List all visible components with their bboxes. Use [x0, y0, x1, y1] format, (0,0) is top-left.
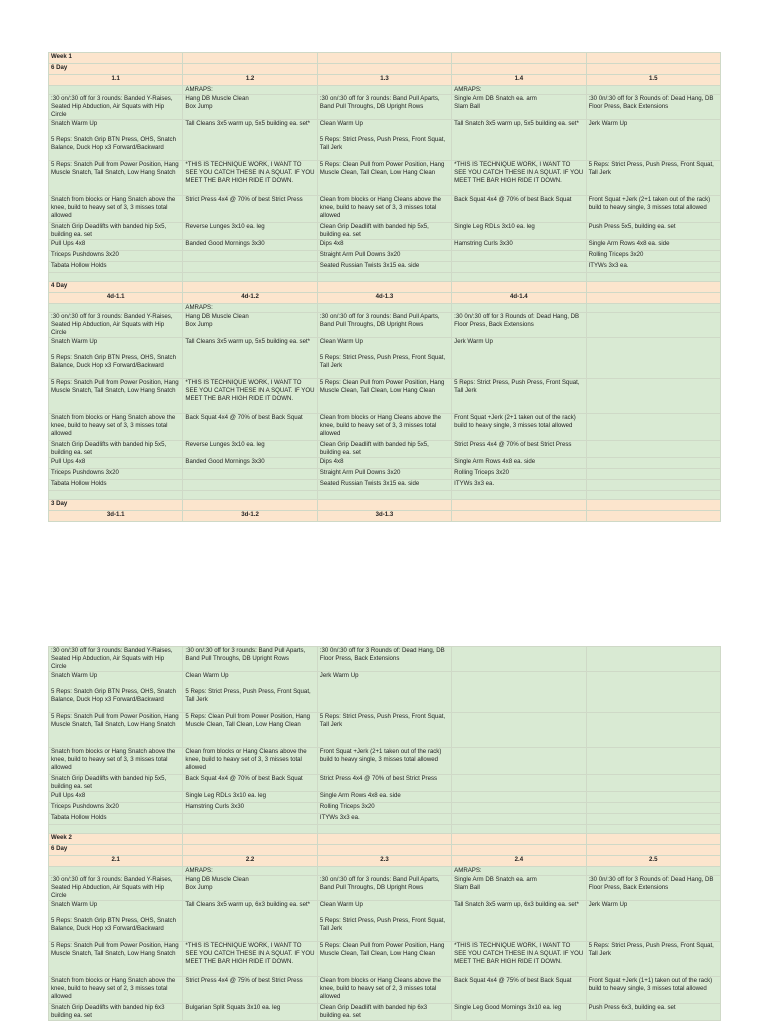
days-label: 6 Day [49, 845, 183, 856]
exercise-cell: :30 0n/:30 off for 3 Rounds of: Dead Hang, DB Floor Press, Back Extensions [586, 875, 720, 900]
exercise-cell: Back Squat 4x4 @ 70% of best Back Squat [183, 413, 317, 440]
day-header: 1.3 [317, 75, 451, 86]
exercise-cell: Triceps Pushdowns 3x20 [49, 468, 183, 479]
exercise-cell: Clean Warm Up 5 Reps: Strict Press, Push Press, Front Squat, Tall Jerk [317, 119, 451, 160]
week1-sheet [48, 52, 720, 522]
exercise-cell: Snatch Warm Up 5 Reps: Snatch Grip BTN Press, OHS, Snatch Balance, Duck Hop x3 Forward/Backward [49, 900, 183, 941]
exercise-cell: Clean from blocks or Hang Cleans above the knee, build to heavy set of 3, 3 misses total allowed [183, 748, 317, 775]
exercise-cell: Strict Press 4x4 @ 70% of best Strict Press [452, 440, 586, 457]
empty-cell [586, 281, 720, 292]
exercise-cell [586, 457, 720, 468]
exercise-cell [183, 479, 317, 490]
exercise-cell: :30 on/:30 off for 3 rounds: Band Pull Aparts, Band Pull Throughs, DB Upright Rows [317, 875, 451, 900]
exercise-cell: Single Leg RDLs 3x10 ea. leg [452, 222, 586, 239]
exercise-cell: Tabata Hollow Holds [49, 814, 183, 825]
exercise-cell: Snatch from blocks or Hang Snatch above the knee, build to heavy set of 3, 3 misses total allowed [49, 748, 183, 775]
exercise-cell: Triceps Pushdowns 3x20 [49, 250, 183, 261]
empty-cell [452, 64, 586, 75]
exercise-cell: 5 Reps: Strict Press, Push Press, Front Squat, Tall Jerk [586, 160, 720, 195]
empty-cell [183, 845, 317, 856]
table-row [49, 976, 721, 1003]
exercise-cell: Single Leg Good Mornings 3x10 ea. leg [452, 1003, 586, 1020]
exercise-cell [452, 250, 586, 261]
exercise-cell: Clean Warm Up 5 Reps: Strict Press, Push Press, Front Squat, Tall Jerk [183, 672, 317, 713]
exercise-cell [586, 303, 720, 312]
exercise-cell: Tall Snatch 3x5 warm up, 5x5 building ea. set* [452, 119, 586, 160]
exercise-cell: Clean Grip Deadlift with banded hip 5x5, building ea. set [317, 222, 451, 239]
spacer-cell [49, 490, 183, 499]
exercise-cell [452, 775, 586, 792]
exercise-cell: Banded Good Mornings 3x30 [183, 239, 317, 250]
exercise-cell: Back Squat 4x4 @ 70% of best Back Squat [183, 775, 317, 792]
day-header: 1.5 [586, 75, 720, 86]
empty-cell [452, 834, 586, 845]
empty-cell [452, 845, 586, 856]
exercise-cell: Hamstring Curls 3x30 [183, 803, 317, 814]
table-row [49, 479, 721, 490]
exercise-cell [586, 337, 720, 378]
exercise-cell: Rolling Triceps 3x20 [586, 250, 720, 261]
exercise-cell: *THIS IS TECHNIQUE WORK, I WANT TO SEE YOU CATCH THESE IN A SQUAT. IF YOU MEET THE BAR HIGH RIDE IT DOWN. [452, 941, 586, 976]
exercise-cell: :30 on/:30 off for 3 rounds: Banded Y-Raises, Seated Hip Abduction, Air Squats with Hip Circle [49, 647, 183, 672]
empty-cell [586, 499, 720, 510]
spacer-cell [452, 272, 586, 281]
exercise-cell [49, 86, 183, 95]
table-row [49, 900, 721, 941]
week1-3day-sheet [48, 646, 720, 1021]
spacer-cell [183, 272, 317, 281]
exercise-cell: Back Squat 4x4 @ 75% of best Back Squat [452, 976, 586, 1003]
exercise-cell: Snatch from blocks or Hang Snatch above the knee, build to heavy set of 3, 3 misses total allowed [49, 413, 183, 440]
exercise-cell: AMRAPS: [452, 86, 586, 95]
day-header: 1.2 [183, 75, 317, 86]
table-row [49, 222, 721, 239]
spacer-cell [452, 490, 586, 499]
spacer-cell [183, 825, 317, 834]
day-header: 2.3 [317, 856, 451, 867]
exercise-cell: ITYWs 3x3 ea. [317, 814, 451, 825]
table-row [49, 814, 721, 825]
empty-cell [183, 499, 317, 510]
exercise-cell: :30 on/:30 off for 3 rounds: Banded Y-Raises, Seated Hip Abduction, Air Squats with Hip Circle [49, 875, 183, 900]
spacer-cell [586, 272, 720, 281]
exercise-cell [452, 748, 586, 775]
exercise-cell: Push Press 5x5, building ea. set [586, 222, 720, 239]
exercise-cell: Clean Grip Deadlift with banded hip 5x5, building ea. set [317, 440, 451, 457]
exercise-cell: :30 on/:30 off for 3 rounds: Band Pull Aparts, Band Pull Throughs, DB Upright Rows [183, 647, 317, 672]
table-row [49, 748, 721, 775]
table-row [49, 94, 721, 119]
exercise-cell: Strict Press 4x4 @ 70% of best Strict Press [317, 775, 451, 792]
exercise-cell: Seated Russian Twists 3x15 ea. side [317, 261, 451, 272]
exercise-cell: :30 0n/:30 off for 3 Rounds of: Dead Hang, DB Floor Press, Back Extensions [452, 312, 586, 337]
exercise-cell: 5 Reps: Strict Press, Push Press, Front Squat, Tall Jerk [452, 378, 586, 413]
exercise-cell [586, 312, 720, 337]
exercise-cell [452, 792, 586, 803]
empty-cell [317, 53, 451, 64]
table-row [49, 303, 721, 312]
empty-cell [317, 281, 451, 292]
exercise-cell: Tall Cleans 3x5 warm up, 5x5 building ea. set* [183, 337, 317, 378]
day-header: 4d-1.3 [317, 292, 451, 303]
exercise-cell [49, 303, 183, 312]
spacer-cell [317, 825, 451, 834]
exercise-cell [452, 261, 586, 272]
spacer-cell [452, 825, 586, 834]
day-header: 2.4 [452, 856, 586, 867]
day-header: 3d-1.2 [183, 510, 317, 521]
spacer-cell [49, 272, 183, 281]
day-header [586, 292, 720, 303]
table-row [49, 468, 721, 479]
exercise-cell: Jerk Warm Up [317, 672, 451, 713]
week-label: Week 1 [49, 53, 183, 64]
exercise-cell [49, 867, 183, 876]
day-header [452, 510, 586, 521]
table-row [49, 867, 721, 876]
day-header: 4d-1.2 [183, 292, 317, 303]
exercise-cell: Jerk Warm Up [586, 119, 720, 160]
table-row [49, 250, 721, 261]
table-row [49, 337, 721, 378]
table-row [49, 713, 721, 748]
exercise-cell: Pull Ups 4x8 [49, 792, 183, 803]
exercise-cell: *THIS IS TECHNIQUE WORK, I WANT TO SEE YOU CATCH THESE IN A SQUAT. IF YOU MEET THE BAR HIGH RIDE IT DOWN. [452, 160, 586, 195]
empty-cell [317, 499, 451, 510]
days-label: 3 Day [49, 499, 183, 510]
exercise-cell [586, 867, 720, 876]
exercise-cell: Snatch Warm Up 5 Reps: Snatch Grip BTN Press, OHS, Snatch Balance, Duck Hop x3 Forward/Backward [49, 672, 183, 713]
exercise-cell [452, 672, 586, 713]
exercise-cell [317, 303, 451, 312]
exercise-cell [586, 378, 720, 413]
exercise-cell: Front Squat +Jerk (2+1 taken out of the rack) build to heavy single, 3 misses total allowed [586, 195, 720, 222]
spacer-cell [183, 490, 317, 499]
empty-cell [452, 281, 586, 292]
spacer-cell [49, 825, 183, 834]
exercise-cell: AMRAPS: [452, 867, 586, 876]
days-label: 4 Day [49, 281, 183, 292]
exercise-cell: Snatch from blocks or Hang Snatch above the knee, build to heavy set of 2, 3 misses total allowed [49, 976, 183, 1003]
spacer-cell [317, 272, 451, 281]
exercise-cell [586, 440, 720, 457]
exercise-cell: Pull Ups 4x8 [49, 457, 183, 468]
exercise-cell: AMRAPS: [183, 867, 317, 876]
exercise-cell: Tall Cleans 3x5 warm up, 6x3 building ea. set* [183, 900, 317, 941]
exercise-cell: Tabata Hollow Holds [49, 261, 183, 272]
day-header: 4d-1.1 [49, 292, 183, 303]
exercise-cell: 5 Reps: Snatch Pull from Power Position, Hang Muscle Snatch, Tall Snatch, Low Hang Snatch [49, 160, 183, 195]
exercise-cell: :30 on/:30 off for 3 rounds: Banded Y-Raises, Seated Hip Abduction, Air Squats with Hip Circle [49, 94, 183, 119]
exercise-cell: Straight Arm Pull Downs 3x20 [317, 250, 451, 261]
exercise-cell: Push Press 6x3, building ea. set [586, 1003, 720, 1020]
exercise-cell: AMRAPS: [183, 303, 317, 312]
empty-cell [317, 834, 451, 845]
exercise-cell: :30 0n/:30 off for 3 Rounds of: Dead Hang, DB Floor Press, Back Extensions [317, 647, 451, 672]
exercise-cell: Tall Cleans 3x5 warm up, 5x5 building ea. set* [183, 119, 317, 160]
empty-cell [183, 834, 317, 845]
exercise-cell: Hang DB Muscle Clean Box Jump [183, 94, 317, 119]
exercise-cell [586, 86, 720, 95]
exercise-cell: Tall Snatch 3x5 warm up, 6x3 building ea. set* [452, 900, 586, 941]
table-row [49, 261, 721, 272]
exercise-cell [317, 867, 451, 876]
day-header: 2.5 [586, 856, 720, 867]
table-row [49, 775, 721, 792]
empty-cell [183, 53, 317, 64]
table-row [49, 440, 721, 457]
day-header: 2.2 [183, 856, 317, 867]
exercise-cell: AMRAPS: [183, 86, 317, 95]
exercise-cell: Single Arm Rows 4x8 ea. side [317, 792, 451, 803]
day-header: 1.1 [49, 75, 183, 86]
exercise-cell: Single Leg RDLs 3x10 ea. leg [183, 792, 317, 803]
exercise-cell: Bulgarian Split Squats 3x10 ea. leg [183, 1003, 317, 1020]
exercise-cell: Reverse Lunges 3x10 ea. leg [183, 440, 317, 457]
exercise-cell [452, 647, 586, 672]
exercise-cell [586, 803, 720, 814]
exercise-cell: Hang DB Muscle Clean Box Jump [183, 875, 317, 900]
exercise-cell [586, 792, 720, 803]
exercise-cell: 5 Reps: Clean Pull from Power Position, Hang Muscle Clean, Tall Clean, Low Hang Clean [317, 160, 451, 195]
exercise-cell: Banded Good Mornings 3x30 [183, 457, 317, 468]
exercise-cell: Clean Warm Up 5 Reps: Strict Press, Push Press, Front Squat, Tall Jerk [317, 900, 451, 941]
exercise-cell: *THIS IS TECHNIQUE WORK, I WANT TO SEE YOU CATCH THESE IN A SQUAT. IF YOU MEET THE BAR HIGH RIDE IT DOWN. [183, 941, 317, 976]
exercise-cell: Reverse Lunges 3x10 ea. leg [183, 222, 317, 239]
table-row [49, 86, 721, 95]
exercise-cell: Snatch Grip Deadlifts with banded hip 5x5, building ea. set [49, 222, 183, 239]
table-row [49, 378, 721, 413]
exercise-cell [586, 672, 720, 713]
days-label: 6 Day [49, 64, 183, 75]
exercise-cell: Snatch Grip Deadlifts with banded hip 6x3 building ea. set [49, 1003, 183, 1020]
exercise-cell: 5 Reps: Strict Press, Push Press, Front Squat, Tall Jerk [586, 941, 720, 976]
exercise-cell: Strict Press 4x4 @ 70% of best Strict Press [183, 195, 317, 222]
exercise-cell: Hamstring Curls 3x30 [452, 239, 586, 250]
exercise-cell: :30 on/:30 off for 3 rounds: Band Pull Aparts, Band Pull Throughs, DB Upright Rows [317, 94, 451, 119]
exercise-cell: Front Squat +Jerk (1+1) taken out of the rack) build to heavy single, 3 misses total allowed [586, 976, 720, 1003]
exercise-cell: Single Arm DB Snatch ea. arm Slam Ball [452, 875, 586, 900]
exercise-cell [586, 713, 720, 748]
exercise-cell: *THIS IS TECHNIQUE WORK, I WANT TO SEE YOU CATCH THESE IN A SQUAT. IF YOU MEET THE BAR HIGH RIDE IT DOWN. [183, 160, 317, 195]
exercise-cell: Jerk Warm Up [586, 900, 720, 941]
exercise-cell [586, 468, 720, 479]
spacer-cell [317, 490, 451, 499]
exercise-cell [183, 468, 317, 479]
table-row [49, 875, 721, 900]
exercise-cell [452, 303, 586, 312]
table-row [49, 119, 721, 160]
table-row [49, 672, 721, 713]
exercise-cell: Dips 4x8 [317, 239, 451, 250]
exercise-cell: 5 Reps: Clean Pull from Power Position, Hang Muscle Clean, Tall Clean, Low Hang Clean [317, 378, 451, 413]
table-row [49, 312, 721, 337]
exercise-cell: Back Squat 4x4 @ 70% of best Back Squat [452, 195, 586, 222]
exercise-cell: Single Arm DB Snatch ea. arm Slam Ball [452, 94, 586, 119]
day-header: 1.4 [452, 75, 586, 86]
exercise-cell: Front Squat +Jerk (2+1 taken out of the rack) build to heavy single, 3 misses total allowed [317, 748, 451, 775]
exercise-cell [586, 413, 720, 440]
table-row [49, 941, 721, 976]
exercise-cell [586, 775, 720, 792]
exercise-cell: 5 Reps: Clean Pull from Power Position, Hang Muscle Clean, Tall Clean, Low Hang Clean [317, 941, 451, 976]
exercise-cell: Snatch Grip Deadlifts with banded hip 5x5, building ea. set [49, 440, 183, 457]
empty-cell [586, 53, 720, 64]
exercise-cell: Front Squat +Jerk (2+1 taken out of the rack) build to heavy single, 3 misses total allowed [452, 413, 586, 440]
exercise-cell [452, 713, 586, 748]
exercise-cell [317, 86, 451, 95]
exercise-cell: ITYWs 3x3 ea. [586, 261, 720, 272]
day-header: 2.1 [49, 856, 183, 867]
table-row [49, 160, 721, 195]
empty-cell [317, 845, 451, 856]
exercise-cell: Rolling Triceps 3x20 [452, 468, 586, 479]
exercise-cell: Clean Warm Up 5 Reps: Strict Press, Push Press, Front Squat, Tall Jerk [317, 337, 451, 378]
exercise-cell: Triceps Pushdowns 3x20 [49, 803, 183, 814]
exercise-cell [183, 814, 317, 825]
exercise-cell: Rolling Triceps 3x20 [317, 803, 451, 814]
exercise-cell: Strict Press 4x4 @ 75% of best Strict Press [183, 976, 317, 1003]
week1-3day-table [48, 646, 721, 1021]
table-row [49, 647, 721, 672]
exercise-cell [586, 748, 720, 775]
empty-cell [452, 499, 586, 510]
exercise-cell: :30 0n/:30 off for 3 Rounds of: Dead Hang, DB Floor Press, Back Extensions [586, 94, 720, 119]
exercise-cell: 5 Reps: Clean Pull from Power Position, Hang Muscle Clean, Tall Clean, Low Hang Clean [183, 713, 317, 748]
empty-cell [586, 834, 720, 845]
exercise-cell: *THIS IS TECHNIQUE WORK, I WANT TO SEE YOU CATCH THESE IN A SQUAT. IF YOU MEET THE BAR HIGH RIDE IT DOWN. [183, 378, 317, 413]
empty-cell [452, 53, 586, 64]
exercise-cell: Tabata Hollow Holds [49, 479, 183, 490]
exercise-cell: Pull Ups 4x8 [49, 239, 183, 250]
exercise-cell: :30 on/:30 off for 3 rounds: Banded Y-Raises, Seated Hip Abduction, Air Squats with Hip Circle [49, 312, 183, 337]
exercise-cell: ITYWs 3x3 ea. [452, 479, 586, 490]
exercise-cell: Snatch from blocks or Hang Snatch above the knee, build to heavy set of 3, 3 misses total allowed [49, 195, 183, 222]
exercise-cell [452, 814, 586, 825]
table-row [49, 1003, 721, 1020]
exercise-cell: Straight Arm Pull Downs 3x20 [317, 468, 451, 479]
exercise-cell: Snatch Warm Up 5 Reps: Snatch Grip BTN Press, OHS, Snatch Balance, Duck Hop x3 Forward/Backward [49, 337, 183, 378]
exercise-cell: Hang DB Muscle Clean Box Jump [183, 312, 317, 337]
exercise-cell: Clean Grip Deadlift with banded hip 6x3 building ea. set [317, 1003, 451, 1020]
table-row [49, 457, 721, 468]
exercise-cell: Single Arm Rows 4x8 ea. side [452, 457, 586, 468]
exercise-cell: 5 Reps: Snatch Pull from Power Position, Hang Muscle Snatch, Tall Snatch, Low Hang Snatch [49, 941, 183, 976]
exercise-cell: Snatch Grip Deadlifts with banded hip 5x5, building ea. set [49, 775, 183, 792]
empty-cell [317, 64, 451, 75]
day-header: 4d-1.4 [452, 292, 586, 303]
day-header: 3d-1.1 [49, 510, 183, 521]
exercise-cell [586, 479, 720, 490]
exercise-cell: 5 Reps: Snatch Pull from Power Position, Hang Muscle Snatch, Tall Snatch, Low Hang Snatch [49, 713, 183, 748]
exercise-cell [183, 261, 317, 272]
exercise-cell: Jerk Warm Up [452, 337, 586, 378]
exercise-cell: Clean from blocks or Hang Cleans above the knee, build to heavy set of 3, 3 misses total allowed [317, 195, 451, 222]
spacer-cell [586, 490, 720, 499]
exercise-cell: 5 Reps: Strict Press, Push Press, Front Squat, Tall Jerk [317, 713, 451, 748]
exercise-cell: Single Arm Rows 4x8 ea. side [586, 239, 720, 250]
empty-cell [586, 845, 720, 856]
exercise-cell: Seated Russian Twists 3x15 ea. side [317, 479, 451, 490]
empty-cell [183, 64, 317, 75]
exercise-cell: Clean from blocks or Hang Cleans above the knee, build to heavy set of 2, 3 misses total allowed [317, 976, 451, 1003]
exercise-cell: :30 on/:30 off for 3 rounds: Band Pull Aparts, Band Pull Throughs, DB Upright Rows [317, 312, 451, 337]
week-label: Week 2 [49, 834, 183, 845]
empty-cell [183, 281, 317, 292]
exercise-cell [586, 814, 720, 825]
day-header [586, 510, 720, 521]
table-row [49, 792, 721, 803]
spacer-cell [586, 825, 720, 834]
empty-cell [586, 64, 720, 75]
table-row [49, 195, 721, 222]
day-header: 3d-1.3 [317, 510, 451, 521]
table-row [49, 239, 721, 250]
table-row [49, 803, 721, 814]
table-row [49, 413, 721, 440]
exercise-cell: Clean from blocks or Hang Cleans above the knee, build to heavy set of 3, 3 misses total allowed [317, 413, 451, 440]
exercise-cell [586, 647, 720, 672]
exercise-cell [183, 250, 317, 261]
exercise-cell: Dips 4x8 [317, 457, 451, 468]
exercise-cell: 5 Reps: Snatch Pull from Power Position, Hang Muscle Snatch, Tall Snatch, Low Hang Snatch [49, 378, 183, 413]
exercise-cell [452, 803, 586, 814]
exercise-cell: Snatch Warm Up 5 Reps: Snatch Grip BTN Press, OHS, Snatch Balance, Duck Hop x3 Forward/Backward [49, 119, 183, 160]
week1-table [48, 52, 721, 522]
